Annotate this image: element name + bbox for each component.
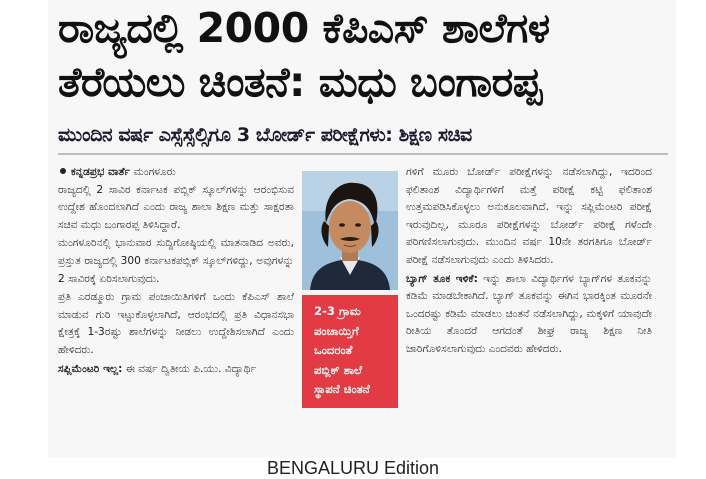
- pull-quote-line: 2-3 ಗ್ರಾಮ: [314, 304, 361, 318]
- paragraph: ಗಳಿಗೆ ಮೂರು ಬೋರ್ಡ್ ಪರೀಕ್ಷೆಗಳನ್ನು ನಡೆಸಲಾಗಿದ್ದು, ಇದರಿಂದ ಫಲಿತಾಂಶ ವಿದ್ಯಾರ್ಥಿಗಳಿಗೆ ಮತ್ತೆ ಪರೀಕ್ಷೆ ಕಟ್ಟಿ ಫಲಿತಾಂಶ ಉತ್ತಮಪಡಿಸಿಕೊಳ್ಳಲು ಅನುಕೂಲವಾಗಿದೆ. ಇನ್ನು ಸಪ್ಲಿಮೆಂಟರಿ ಪರೀಕ್ಷೆ ಇರುವುದಿಲ್ಲ, ಮೂರೂ ಪರೀಕ್ಷೆಗಳನ್ನು ಬೋರ್ಡ್ ಪರೀಕ್ಷೆ ಗಳೆಂದೇ ಪರಿಗಣಿಸಲಾಗುವುದು. ಮುಂದಿನ ವರ್ಷ 10ನೇ ತರಗತಿಗೂ ಬೋರ್ಡ್ ಪರೀಕ್ಷೆ ನಡೆಸಲಾಗುವುದು ಎಂದು ತಿಳಿಸಿದರು.: [406, 166, 652, 266]
- bullet-icon: [60, 168, 66, 174]
- pull-quote-box: [302, 295, 398, 408]
- byline-source: ಕನ್ನಡಪ್ರಭ ವಾರ್ತೆ: [71, 166, 131, 178]
- byline: [58, 164, 294, 182]
- paragraph: ಮಂಗಳೂರಿನಲ್ಲಿ ಭಾನುವಾರ ಸುದ್ದಿಗೋಷ್ಠಿಯಲ್ಲಿ ಮಾತನಾಡಿದ ಅವರು, ಪ್ರಸ್ತುತ ರಾಜ್ಯದಲ್ಲಿ 300 ಕರ್ನಾಟಕಪಬ್ಲಿಕ್ ಸ್ಕೂಲ್‌ಗಳಿದ್ದು, ಅವುಗಳನ್ನು 2 ಸಾವಿರಕ್ಕೆ ಏರಿಸಲಾಗುವುದು.: [58, 237, 294, 285]
- minister-photo: [302, 171, 398, 290]
- paragraph: ಪ್ರತಿ ಎರಡ್ಮೂರು ಗ್ರಾಮ ಪಂಚಾಯಿತಿಗಳಿಗೆ ಒಂದು ಕೆಪಿಎಸ್ ಶಾಲೆ ಮಾಡುವ ಗುರಿ ಇಟ್ಟುಕೊಳ್ಳಲಾಗಿದೆ, ಆರಂಭದಲ್ಲಿ ಪ್ರತಿ ವಿಧಾನಸಭಾ ಕ್ಷೇತ್ರಕ್ಕೆ 1-3ರಷ್ಟು ಶಾಲೆಗಳನ್ನು ನೀಡಲು ಉದ್ದೇಶಿಸಲಾಗಿದೆ ಎಂದು ಹೇಳಿದರು.: [58, 291, 294, 356]
- subheadline: ಮುಂದಿನ ವರ್ಷ ಎಸ್ಸೆಸ್ಸೆಲ್ಸಿಗೂ 3 ಬೋರ್ಡ್ ಪರೀಕ್ಷೆಗಳು: ಶಿಕ್ಷಣ ಸಚಿವ: [58, 124, 472, 146]
- pull-quote-line: ಪಂಚಾಯ್ತಿಗೆ: [314, 323, 359, 338]
- portrait-illustration: [302, 171, 398, 290]
- article-column-left: [58, 164, 294, 379]
- headline-line-1: ರಾಜ್ಯದಲ್ಲಿ 2000 ಕೆಪಿಎಸ್ ಶಾಲೆಗಳ: [58, 4, 550, 52]
- pull-quote-line: ಸ್ಥಾಪನೆ ಚಿಂತನೆ: [314, 382, 370, 396]
- divider: [58, 153, 668, 155]
- news-clipping: [48, 0, 676, 458]
- paragraph-text: ಇನ್ನು ಶಾಲಾ ವಿದ್ಯಾರ್ಥಿಗಳ ಬ್ಯಾಗ್‌ಗಳ ತೂಕವನ್ನು ಕಡಿಮೆ ಮಾಡಬೇಕಾಗಿದೆ. ಬ್ಯಾಗ್ ತೂಕವನ್ನು ಈಗಿನ ಭಾರಕ್ಕಿಂತ ಮೂರನೇ ಒಂದರಷ್ಟು ಕಡಿಮೆ ಮಾಡಲು ಚಿಂತನೆ ನಡೆಸಲಾಗಿದ್ದು, ಮಕ್ಕಳಿಗೆ ಯಾವುದೇ ರೀತಿಯ ತೊಂದರೆ ಆಗದಂತೆ ಶೀಘ್ರ ರಾಜ್ಯ ಶಿಕ್ಷಣ ನೀತಿ ಜಾರಿಗೊಳಿಸಲಾಗುವುದು ಎಂದವರು ಹೇಳಿದರು.: [406, 272, 652, 355]
- pull-quote-line: ಒಂದರಂತೆ: [314, 343, 353, 357]
- paragraph: [58, 361, 294, 379]
- subhead-lead: ಸಪ್ಲಿಮೆಂಟರಿ ಇಲ್ಲ:: [58, 362, 123, 375]
- edition-caption: BENGALURU Edition: [266, 458, 440, 478]
- byline-place: ಮಂಗಳೂರು: [133, 166, 176, 178]
- pull-quote-line: ಪಬ್ಲಿಕ್ ಶಾಲೆ: [314, 362, 363, 377]
- subhead-lead: ಬ್ಯಾಗ್ ತೂಕ ಇಳಿಕೆ:: [406, 272, 478, 285]
- paragraph: ರಾಜ್ಯದಲ್ಲಿ 2 ಸಾವಿರ ಕರ್ನಾಟಕ ಪಬ್ಲಿಕ್ ಸ್ಕೂಲ್‌ಗಳನ್ನು ಆರಂಭಿಸುವ ಉದ್ದೇಶ ಹೊಂದಲಾಗಿದೆ ಎಂದು ರಾಜ್ಯ ಶಾಲಾ ಶಿಕ್ಷಣ ಮತ್ತು ಸಾಕ್ಷರತಾ ಸಚಿವ ಮಧು ಬಂಗಾರಪ್ಪ ತಿಳಿಸಿದ್ದಾರೆ.: [58, 183, 294, 231]
- paragraph-text: ಈ ವರ್ಷ ದ್ವಿತೀಯ ಪಿ.ಯು. ವಿದ್ಯಾರ್ಥಿ: [122, 362, 257, 375]
- headline-line-2: ತೆರೆಯಲು ಚಿಂತನೆ: ಮಧು ಬಂಗಾರಪ್ಪ: [58, 58, 542, 106]
- article-column-right: [406, 164, 652, 360]
- paragraph: [406, 271, 652, 359]
